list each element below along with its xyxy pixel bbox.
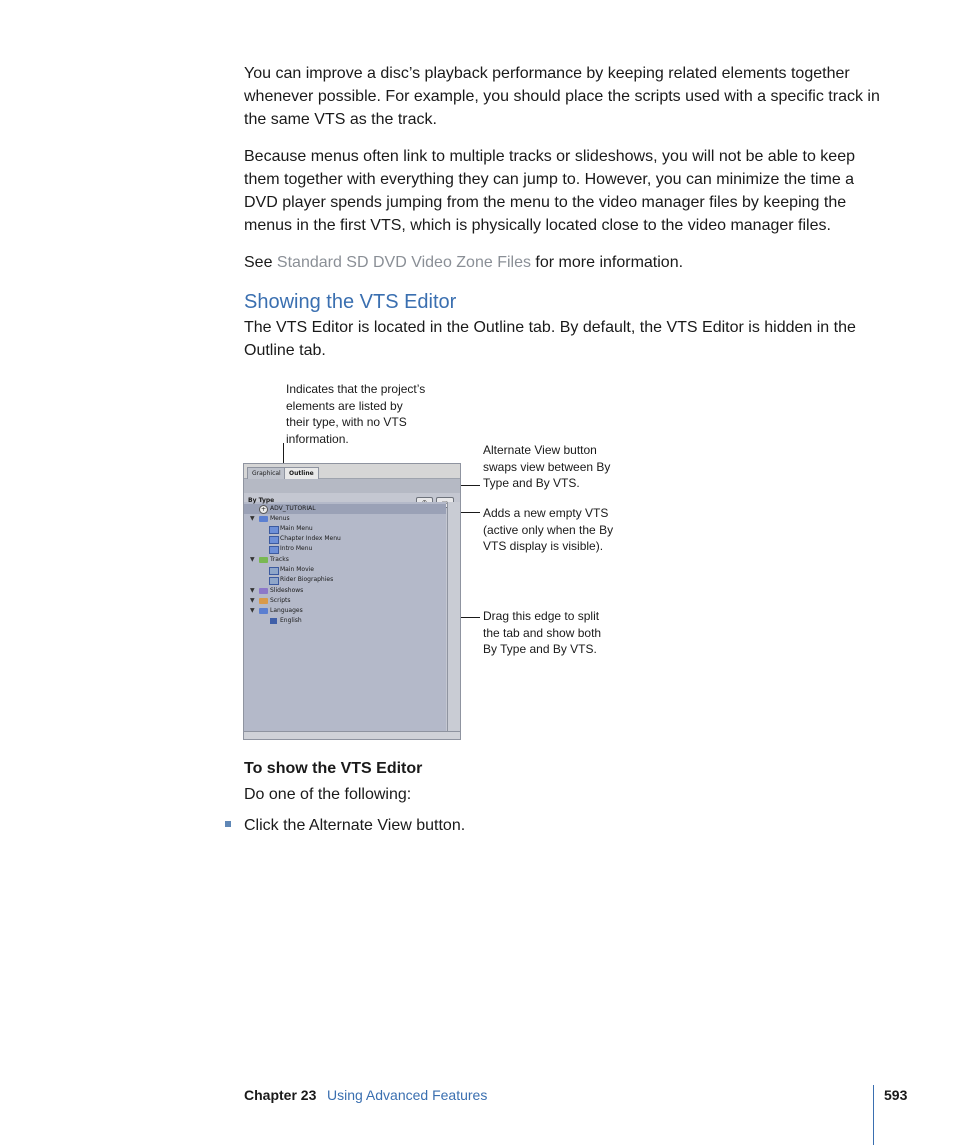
split-edge-handle[interactable] [447,502,461,731]
project-icon: + [260,506,267,513]
outline-toolbar [244,479,460,493]
section-heading: Showing the VTS Editor [244,291,457,313]
folder-icon [259,608,268,614]
folder-icon [259,557,268,563]
bullet-item: Click the Alternate View button. [244,817,466,834]
tree-languages[interactable]: Languages [270,607,303,614]
outline-tab-screenshot [243,463,461,740]
menu-icon [269,536,279,544]
tree-item[interactable]: Chapter Index Menu [280,535,341,542]
tab-graphical[interactable]: Graphical [247,467,286,479]
paragraph-4: The VTS Editor is located in the Outline tab. By default, the VTS Editor is hidden in the Outline tab. [244,319,856,359]
disclosure-triangle-icon[interactable]: ▼ [250,607,255,614]
folder-icon [259,516,268,522]
callout-drag-edge: Drag this edge to split the tab and show both By Type and By VTS. [483,609,602,656]
menu-icon [269,526,279,534]
tree-tracks[interactable]: Tracks [270,556,289,563]
disclosure-triangle-icon[interactable]: ▼ [250,556,255,563]
standard-sd-link[interactable]: Standard SD DVD Video Zone Files [276,254,531,271]
horizontal-scrollbar[interactable] [244,731,460,740]
folder-icon [259,588,268,594]
bullet-icon [225,821,231,827]
page-number: 593 [884,1087,908,1103]
task-title: To show the VTS Editor [244,760,423,777]
callout-by-type: Indicates that the project’s elements are listed by their type, with no VTS information. [286,382,426,446]
track-icon [269,567,279,575]
footer-chapter-title[interactable]: Using Advanced Features [327,1087,488,1103]
tree-item[interactable]: Intro Menu [280,545,313,552]
disclosure-triangle-icon[interactable]: ▼ [250,597,255,604]
track-icon [269,577,279,585]
tree-project[interactable]: ADV_TUTORIAL [270,505,316,512]
paragraph-3 [244,251,880,274]
tree-item[interactable]: Main Movie [280,566,314,573]
tree-item[interactable]: Main Menu [280,525,313,532]
disclosure-triangle-icon[interactable]: ▼ [250,587,255,594]
paragraph-2: Because menus often link to multiple tracks or slideshows, you will not be able to keep them together with everything they can jump to. However, you can minimize the time a DVD player spends jumping from the menu to the video manager files by keeping the menus in the first VTS, which is physically located close to the video manager files. [244,148,855,234]
flag-icon [270,618,277,624]
see-text: See [244,254,277,271]
more-info-text: for more information. [530,254,684,271]
tree-item[interactable]: Rider Biographies [280,576,334,583]
menu-icon [269,546,279,554]
callout-add-vts: Adds a new empty VTS (active only when the By VTS display is visible). [483,506,614,553]
task-intro: Do one of the following: [244,786,412,803]
callout-alternate-view: Alternate View button swaps view between By Type and By VTS. [483,443,611,490]
folder-icon [259,598,268,604]
tree-slideshows[interactable]: Slideshows [270,587,304,594]
footer-chapter: Chapter 23 [244,1087,317,1103]
tree-scripts[interactable]: Scripts [270,597,291,604]
view-mode-label: By Type [248,497,275,504]
tree-menus[interactable]: Menus [270,515,290,522]
tab-bar [244,464,460,479]
tree-item[interactable]: English [280,617,302,624]
paragraph-1: You can improve a disc’s playback performance by keeping related elements together whenever possible. For example, you should place the scripts used with a specific track in the same VTS as the track. [244,65,880,128]
tab-outline[interactable]: Outline [284,467,319,479]
leader-line-drag-edge [460,617,480,618]
disclosure-triangle-icon[interactable]: ▼ [250,515,255,522]
footer-divider [873,1085,874,1145]
